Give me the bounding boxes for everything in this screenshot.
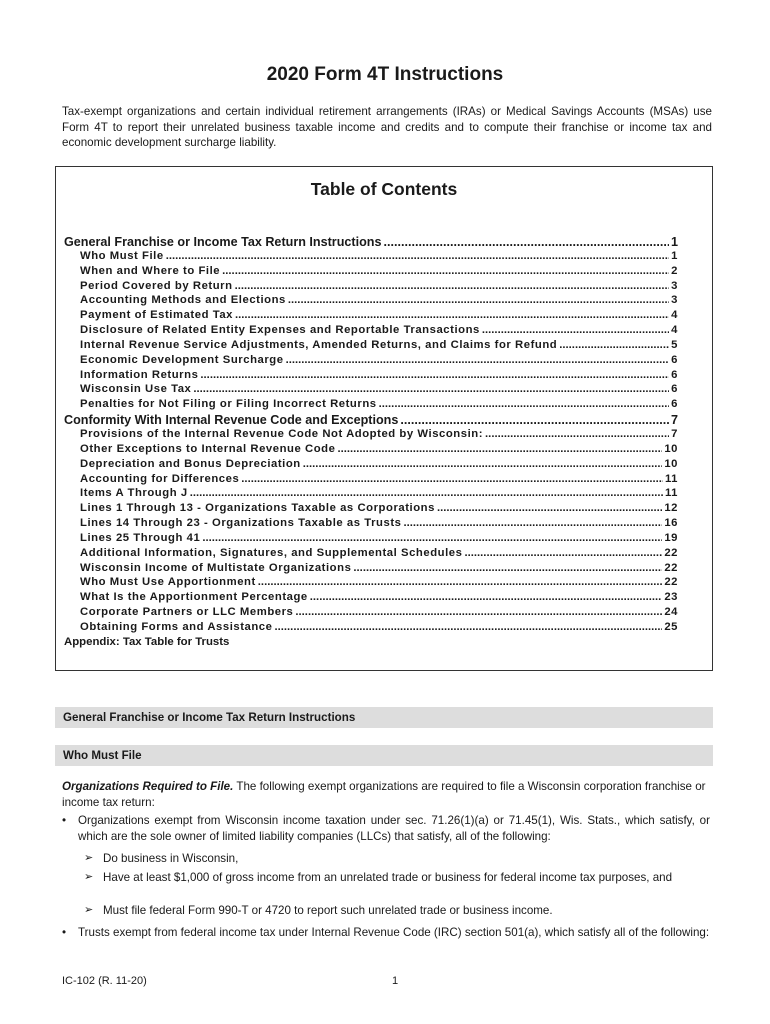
toc-entry-title: Wisconsin Use Tax	[80, 383, 192, 396]
toc-entry-page: 3	[671, 294, 678, 307]
toc-entry	[64, 324, 678, 339]
toc-entry-page: 12	[664, 502, 678, 515]
bullet-icon: •	[62, 814, 67, 827]
toc-entry	[64, 250, 678, 265]
sub-item-text: Must file federal Form 990-T or 4720 to report such unrelated trade or business income.	[103, 904, 553, 917]
arrow-bullet-icon: ➢	[84, 904, 94, 916]
arrow-bullet-icon: ➢	[84, 871, 94, 883]
toc-entry-page: 6	[671, 353, 678, 366]
toc-dot-leader	[202, 532, 662, 544]
toc-dot-leader	[193, 383, 669, 395]
toc-entry-title: Obtaining Forms and Assistance	[80, 620, 273, 633]
toc-dot-leader	[241, 473, 663, 485]
toc-dot-leader	[353, 562, 662, 574]
toc-entry	[64, 547, 678, 562]
toc-entry	[64, 606, 678, 621]
toc-dot-leader	[559, 339, 669, 351]
toc-entry-title: When and Where to File	[80, 264, 221, 277]
toc-entry-page: 23	[664, 591, 678, 604]
sub-list-item	[84, 903, 710, 919]
toc-entry-title: Items A Through J	[80, 487, 188, 500]
toc-entry	[64, 562, 678, 577]
toc-entry-title: Lines 1 Through 13 - Organizations Taxable as Corporations	[80, 502, 435, 515]
sub-item-text: Do business in Wisconsin,	[103, 852, 239, 865]
toc-entry-title: Other Exceptions to Internal Revenue Code	[80, 442, 336, 455]
bullet-icon: •	[62, 926, 67, 939]
toc-entry-title: Information Returns	[80, 368, 199, 381]
toc-entry-page: 16	[664, 517, 678, 530]
toc-dot-leader	[190, 487, 663, 499]
toc-entry	[64, 591, 678, 606]
toc-entry	[64, 309, 678, 324]
toc-dot-leader	[286, 354, 670, 366]
toc-entry-title: Additional Information, Signatures, and Supplemental Schedules	[80, 546, 463, 559]
toc-entry-page: 10	[664, 442, 678, 455]
toc-dot-leader	[166, 250, 669, 262]
toc-entry	[64, 280, 678, 295]
toc-entry	[64, 235, 678, 250]
table-of-contents	[55, 166, 713, 671]
toc-entry-title: Accounting for Differences	[80, 472, 240, 485]
toc-entry-page: 1	[670, 235, 678, 249]
toc-entry-page: 4	[671, 324, 678, 337]
toc-dot-leader	[295, 606, 662, 618]
toc-entry-page: 11	[664, 487, 678, 500]
toc-entry	[64, 473, 678, 488]
toc-dot-leader	[222, 265, 669, 277]
toc-dot-leader	[379, 398, 670, 410]
toc-entry-title: Appendix: Tax Table for Trusts	[64, 635, 230, 648]
toc-entry	[64, 502, 678, 517]
toc-entry-page: 22	[664, 561, 678, 574]
toc-entry-title: Provisions of the Internal Revenue Code Not Adopted by Wisconsin:	[80, 427, 484, 440]
form-code: IC-102 (R. 11-20)	[62, 975, 147, 987]
lead-in-text: Organizations Required to File.	[62, 780, 234, 793]
sub-list-item	[84, 870, 710, 886]
toc-dot-leader	[482, 324, 669, 336]
toc-entry	[64, 576, 678, 591]
toc-entry	[64, 532, 678, 547]
toc-entry-title: Corporate Partners or LLC Members	[80, 606, 294, 619]
toc-entry-title: Penalties for Not Filing or Filing Incorrect Returns	[80, 398, 377, 411]
toc-entry-page: 19	[664, 531, 678, 544]
toc-dot-leader	[288, 294, 669, 306]
toc-entry-page: 6	[671, 368, 678, 381]
toc-entry	[64, 354, 678, 369]
sub-list-item	[84, 851, 710, 867]
toc-dot-leader	[337, 443, 662, 455]
toc-dot-leader	[464, 547, 662, 559]
toc-entry-title: Economic Development Surcharge	[80, 353, 284, 366]
toc-dot-leader	[235, 280, 670, 292]
bullet-item	[62, 813, 710, 844]
toc-dot-leader	[303, 458, 663, 470]
toc-entry-title: Lines 25 Through 41	[80, 531, 201, 544]
bullet-text: Trusts exempt from federal income tax under Internal Revenue Code (IRC) section 501(a), which satisfy all of the following:	[78, 926, 710, 939]
toc-entry	[64, 458, 678, 473]
toc-dot-leader	[200, 369, 669, 381]
toc-dot-leader	[235, 309, 669, 321]
toc-entry	[64, 428, 678, 443]
bullet-item	[62, 925, 710, 941]
arrow-bullet-icon: ➢	[84, 852, 94, 864]
toc-entry-page: 7	[671, 427, 678, 440]
toc-entry-title: Internal Revenue Service Adjustments, Amended Returns, and Claims for Refund	[80, 338, 558, 351]
section-heading-bar: General Franchise or Income Tax Return Instructions	[55, 707, 713, 728]
toc-entry-title: General Franchise or Income Tax Return Instructions	[64, 235, 382, 249]
toc-dot-leader	[403, 517, 662, 529]
toc-dot-leader	[437, 502, 662, 514]
toc-dot-leader	[485, 428, 669, 440]
toc-entry	[64, 413, 678, 428]
toc-entry	[64, 339, 678, 354]
bullet-text: Organizations exempt from Wisconsin income taxation under sec. 71.26(1)(a) or 71.45(1), Wis. Stats., which satisfy, or which are the sole owner of limited liability companies (LLCs) that satisfy, all of the following:	[78, 814, 710, 843]
toc-entry	[64, 443, 678, 458]
toc-entry-page: 7	[670, 413, 678, 428]
page-number: 1	[392, 975, 399, 987]
toc-entry	[64, 265, 678, 280]
toc-entry-page: 4	[671, 309, 678, 322]
toc-entry-page: 5	[671, 338, 678, 351]
toc-entry-title: Lines 14 Through 23 - Organizations Taxable as Trusts	[80, 517, 402, 530]
intro-paragraph: Tax-exempt organizations and certain individual retirement arrangements (IRAs) or Medical Savings Accounts (MSAs) use Form 4T to report their unrelated business taxable income and credits and to compute their franchise or income tax and economic development surcharge liability.	[62, 105, 712, 149]
toc-entry-title: Depreciation and Bonus Depreciation	[80, 457, 301, 470]
toc-entry-title: Disclosure of Related Entity Expenses and Reportable Transactions	[80, 324, 480, 337]
lead-rest-text: The following exempt organizations are required to file a Wisconsin corporation franchise or income tax return:	[62, 780, 706, 809]
toc-entry-page: 22	[664, 546, 678, 559]
toc-entry-page: 10	[664, 457, 678, 470]
toc-entry-page: 2	[671, 264, 678, 277]
toc-entry-page: 25	[664, 620, 678, 633]
toc-entry-title: What Is the Apportionment Percentage	[80, 591, 308, 604]
toc-dot-leader	[400, 413, 669, 427]
toc-entry	[64, 517, 678, 532]
toc-entry-title: Who Must File	[80, 249, 164, 262]
toc-entry-page: 6	[671, 398, 678, 411]
toc-entry-page: 24	[664, 606, 678, 619]
toc-entry	[64, 398, 678, 413]
page-title: 2020 Form 4T Instructions	[266, 64, 504, 85]
toc-dot-leader	[258, 576, 663, 588]
toc-heading: Table of Contents	[310, 179, 458, 199]
toc-entry-title: Accounting Methods and Elections	[80, 294, 286, 307]
toc-entry	[64, 383, 678, 398]
toc-dot-leader	[274, 621, 662, 633]
toc-entry-title: Conformity With Internal Revenue Code and Exceptions	[64, 413, 399, 428]
toc-entry-page: 1	[671, 249, 678, 262]
toc-dot-leader	[310, 591, 663, 603]
toc-entry	[64, 621, 678, 636]
toc-list	[64, 235, 678, 651]
toc-entry-title: Wisconsin Income of Multistate Organizations	[80, 561, 352, 574]
toc-entry	[64, 487, 678, 502]
toc-entry-page: 22	[664, 576, 678, 589]
organizations-required-paragraph	[62, 779, 710, 810]
toc-entry-page: 6	[671, 383, 678, 396]
toc-entry	[64, 294, 678, 309]
toc-dot-leader	[384, 235, 669, 249]
sub-item-text: Have at least $1,000 of gross income from an unrelated trade or business for federal income tax purposes, and	[103, 871, 673, 884]
subsection-heading-bar: Who Must File	[55, 745, 713, 766]
toc-entry-page: 11	[664, 472, 678, 485]
toc-entry-title: Payment of Estimated Tax	[80, 309, 233, 322]
toc-entry-page: 3	[671, 279, 678, 292]
toc-entry-title: Who Must Use Apportionment	[80, 576, 256, 589]
toc-entry	[64, 636, 678, 651]
toc-entry	[64, 369, 678, 384]
toc-entry-title: Period Covered by Return	[80, 279, 233, 292]
